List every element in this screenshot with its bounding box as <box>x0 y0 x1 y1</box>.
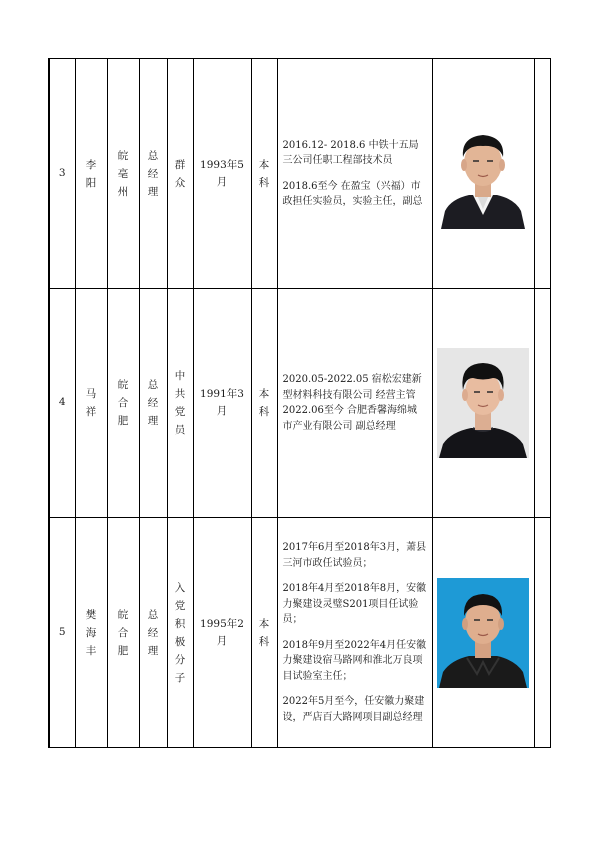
table-row <box>49 289 550 518</box>
experience-entry: 2018年9月至2022年4月任安徽力聚建设宿马路网和淮北万良项目试验室主任； <box>282 639 427 682</box>
birth-cell: 1991年3月 <box>200 388 244 417</box>
table-row <box>49 59 550 289</box>
experience-entry: 2022年5月至今，任安徽力聚建设，严店百大路网项目副总经理 <box>282 696 425 723</box>
row-number: 3 <box>49 59 75 289</box>
experience-entry: 2016.12- 2018.6 中铁十五局三公司任职工程部技术员 <box>282 139 419 166</box>
education-cell: 本科 <box>258 158 270 189</box>
photo-cell <box>432 59 534 289</box>
position-cell: 总经理 <box>147 379 159 427</box>
portrait-photo <box>437 119 529 229</box>
blank-cell <box>534 59 550 289</box>
origin-cell: 皖合肥 <box>117 608 129 657</box>
birth-cell: 1993年5月 <box>200 158 244 188</box>
origin-cell: 皖合肥 <box>117 379 129 427</box>
table-row <box>49 518 550 748</box>
portrait-photo <box>437 578 529 688</box>
row-number: 5 <box>49 518 75 748</box>
blank-cell <box>534 289 550 518</box>
photo-cell <box>432 289 534 518</box>
position-cell: 总经理 <box>147 149 159 198</box>
personnel-table <box>48 58 551 748</box>
experience-entry: 2017年6月至2018年3月，萧县三河市政任试验员； <box>282 542 427 569</box>
origin-cell: 皖亳州 <box>117 149 129 198</box>
position-cell: 总经理 <box>147 608 159 657</box>
name-cell: 樊海丰 <box>85 608 97 657</box>
education-cell: 本科 <box>258 617 270 648</box>
birth-cell: 1995年2月 <box>200 617 244 647</box>
experience-entry: 2018年4月至2018年8月，安徽力聚建设灵璧S201项目任试验员； <box>282 583 427 625</box>
education-cell: 本科 <box>258 388 270 418</box>
name-cell: 李阳 <box>85 158 97 189</box>
blank-cell <box>534 518 550 748</box>
portrait-photo <box>437 348 529 458</box>
photo-cell <box>432 518 534 748</box>
party-cell: 群众 <box>174 158 186 189</box>
experience-cell <box>277 518 432 748</box>
name-cell: 马祥 <box>85 388 97 418</box>
experience-entry: 2018.6至今 在盈宝（兴福）市政担任实验员，实验主任，副总 <box>282 180 423 207</box>
experience-cell <box>277 59 432 289</box>
party-cell: 入党积极分子 <box>174 581 186 684</box>
experience-entry: 2020.05-2022.05 宿松宏建新型材料科技有限公司 经营主管 <box>282 374 422 401</box>
party-cell: 中共党员 <box>174 370 186 436</box>
experience-cell <box>277 289 432 518</box>
experience-entry: 2022.06至今 合肥香馨海绵城市产业有限公司 副总经理 <box>282 405 418 432</box>
row-number: 4 <box>49 289 75 518</box>
